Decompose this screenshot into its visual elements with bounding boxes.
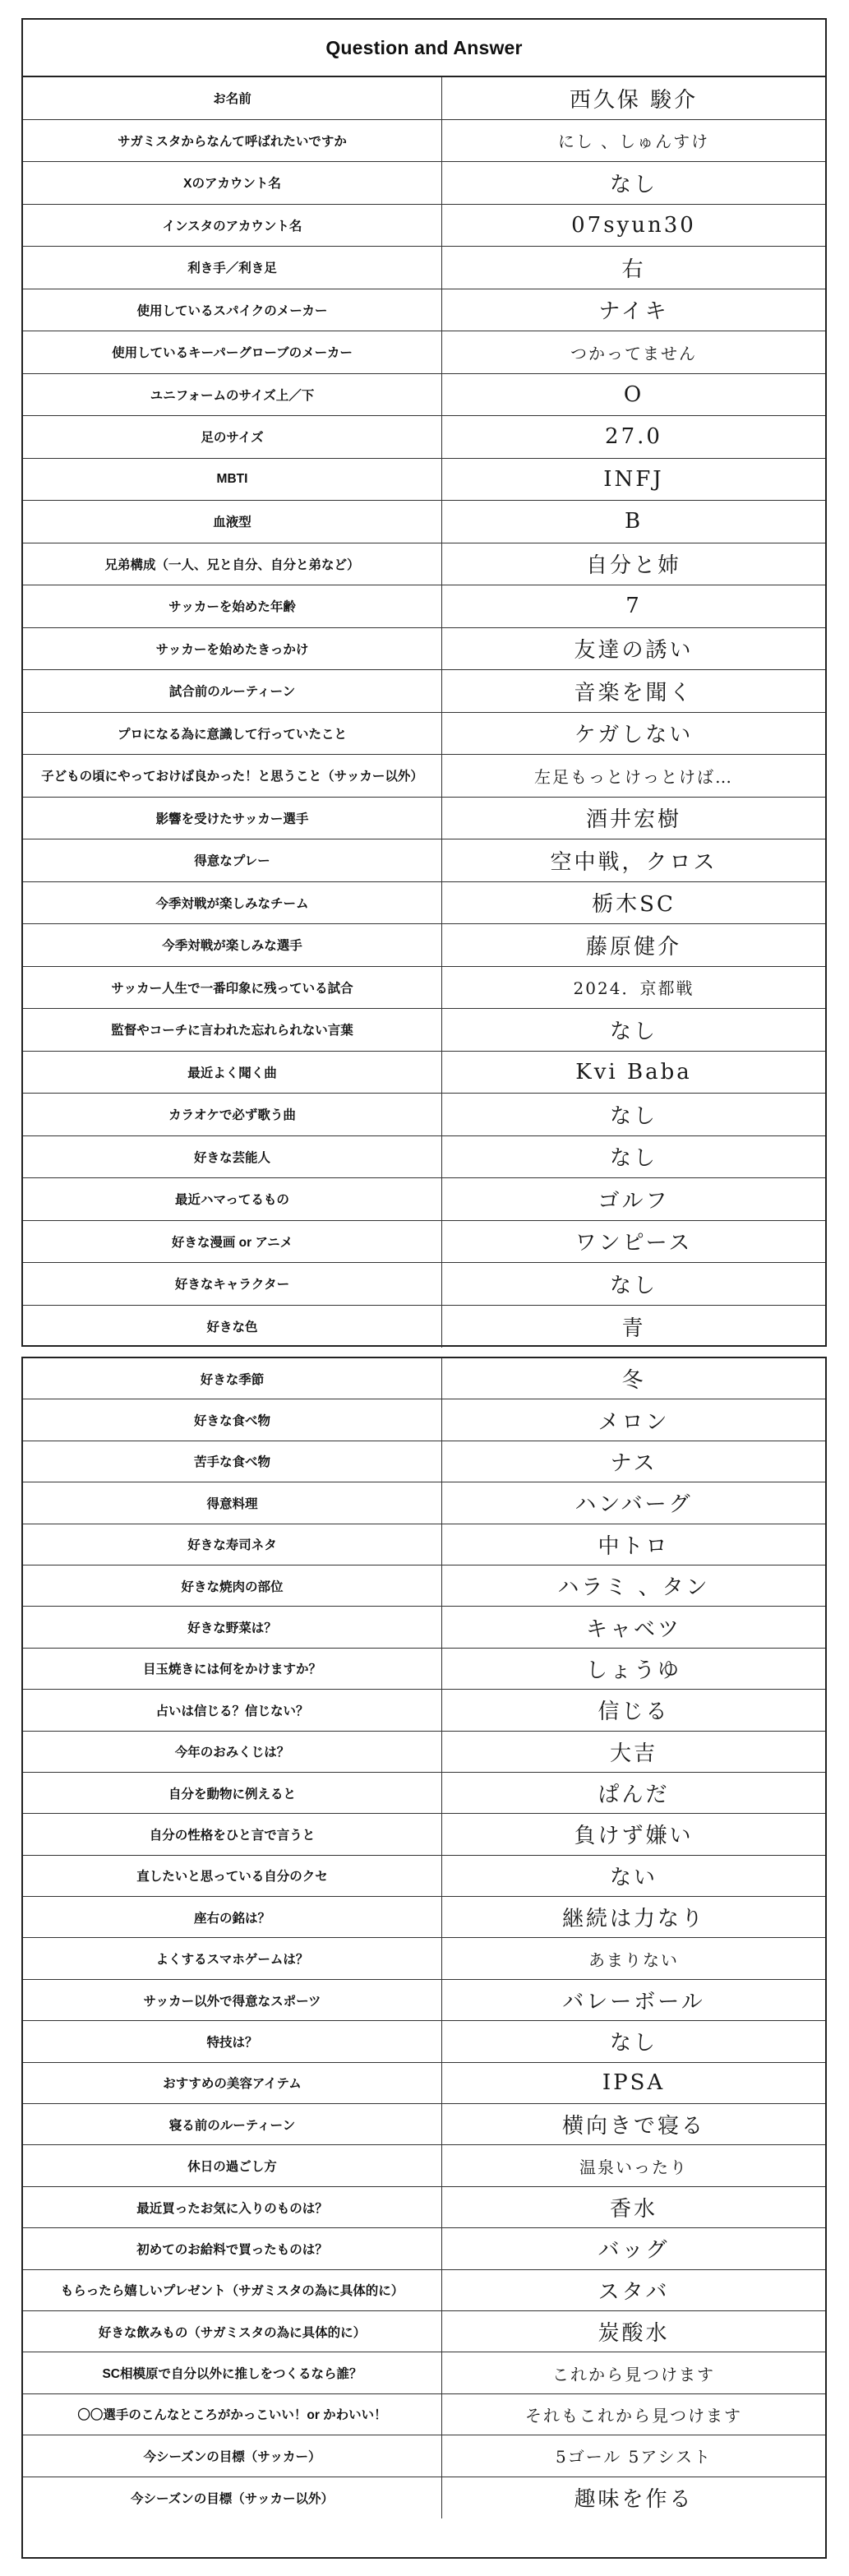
question-cell: 占いは信じる？信じない？ <box>23 1690 442 1730</box>
answer-cell: あまりない <box>588 1949 679 1970</box>
qa-row <box>23 1263 825 1306</box>
question-cell: 好きな漫画 or アニメ <box>23 1221 442 1263</box>
question-cell: 好きな飲みもの（サガミスタの為に具体的に） <box>23 2311 442 2352</box>
question-cell: 得意料理 <box>23 1482 442 1523</box>
answer-cell: 2024．京都戦 <box>573 978 694 999</box>
question-cell: 子どもの頃にやっておけば良かった！と思うこと（サッカー以外） <box>23 755 442 797</box>
answer-cell: 継続は力なり <box>561 1907 705 1932</box>
question-cell: カラオケで必ず歌う曲 <box>23 1094 442 1135</box>
question-cell: よくするスマホゲームは？ <box>23 1938 442 1978</box>
question-cell: 今年のおみくじは？ <box>23 1732 442 1772</box>
qa-row <box>23 331 825 374</box>
answer-cell: O <box>623 382 644 407</box>
answer-cell: 右 <box>621 257 646 282</box>
answer-cell: 炭酸水 <box>598 2321 670 2347</box>
qa-row <box>23 1690 825 1731</box>
qa-row <box>23 585 825 628</box>
answer-cell: 中トロ <box>598 1533 670 1559</box>
answer-cell: 自分と姉 <box>585 553 681 579</box>
question-cell: 最近よく聞く曲 <box>23 1052 442 1094</box>
question-cell: Xのアカウント名 <box>23 162 442 204</box>
question-cell: 好きな野菜は？ <box>23 1607 442 1647</box>
qa-row <box>23 1732 825 1773</box>
answer-cell: 趣味を作る <box>574 2487 694 2513</box>
answer-cell: Kvi Baba <box>575 1059 692 1085</box>
qa-row <box>23 1094 825 1136</box>
answer-cell: なし <box>609 1019 658 1044</box>
qa-row <box>23 374 825 417</box>
answer-cell: ハラミ 、タン <box>557 1575 710 1601</box>
question-cell: 血液型 <box>23 501 442 543</box>
question-cell: サガミスタからなんて呼ばれたいですか <box>23 120 442 162</box>
qa-row <box>23 1565 825 1607</box>
qa-row <box>23 162 825 205</box>
question-cell: 自分の性格をひと言で言うと <box>23 1814 442 1854</box>
qa-row <box>23 713 825 756</box>
question-cell: 寝る前のルーティーン <box>23 2104 442 2144</box>
question-cell: 好きなキャラクター <box>23 1263 442 1305</box>
qa-row <box>23 247 825 289</box>
question-cell: 好きな芸能人 <box>23 1136 442 1178</box>
qa-row <box>23 1399 825 1441</box>
qa-row <box>23 2477 825 2518</box>
question-cell: サッカー以外で得意なスポーツ <box>23 1980 442 2020</box>
qa-row <box>23 2104 825 2145</box>
answer-cell: ナイキ <box>598 299 669 325</box>
answer-cell: それもこれから見つけます <box>525 2405 742 2426</box>
question-cell: 監督やコーチに言われた忘れられない言葉 <box>23 1009 442 1051</box>
qa-row <box>23 924 825 967</box>
answer-cell: バッグ <box>598 2238 670 2264</box>
answer-cell: 冬 <box>621 1368 646 1394</box>
answer-cell: 信じる <box>598 1700 670 1725</box>
answer-cell: スタバ <box>598 2279 670 2305</box>
qa-row <box>23 501 825 543</box>
answer-cell: 07syun30 <box>571 212 696 238</box>
answer-cell: なし <box>609 1146 658 1172</box>
answer-cell: なし <box>609 1273 658 1298</box>
answer-cell: B <box>624 509 644 534</box>
question-cell: インスタのアカウント名 <box>23 205 442 247</box>
qa-row <box>23 2228 825 2269</box>
answer-cell: 酒井宏樹 <box>585 807 681 833</box>
question-cell: 特技は？ <box>23 2021 442 2061</box>
answer-cell: 西久保 駿介 <box>569 87 699 113</box>
qa-row <box>23 2352 825 2393</box>
answer-cell: ハンバーグ <box>574 1492 693 1518</box>
qa-row <box>23 1856 825 1897</box>
answer-cell: INFJ <box>603 466 664 492</box>
answer-cell: ぱんだ <box>598 1783 670 1808</box>
question-cell: サッカーを始めたきっかけ <box>23 628 442 670</box>
question-cell: ユニフォームのサイズ上／下 <box>23 374 442 416</box>
question-cell: 足のサイズ <box>23 416 442 458</box>
answer-cell: 5ゴール 5アシスト <box>555 2447 712 2467</box>
answer-cell: ない <box>609 1865 658 1890</box>
answer-cell: 友達の誘い <box>574 638 694 664</box>
question-cell: 兄弟構成（一人、兄と自分、自分と弟など） <box>23 543 442 585</box>
answer-cell: ゴルフ <box>598 1188 670 1214</box>
answer-cell: IPSA <box>602 2070 666 2096</box>
question-cell: 初めてのお給料で買ったものは？ <box>23 2228 442 2268</box>
qa-row <box>23 670 825 713</box>
qa-row <box>23 1649 825 1690</box>
question-cell: 休日の過ごし方 <box>23 2145 442 2185</box>
question-cell: 影響を受けたサッカー選手 <box>23 798 442 839</box>
qa-row <box>23 1358 825 1399</box>
qa-row <box>23 1441 825 1482</box>
question-cell: 好きな焼肉の部位 <box>23 1565 442 1606</box>
answer-cell: 音楽を聞く <box>574 680 694 705</box>
qa-row <box>23 1897 825 1938</box>
qa-row <box>23 2063 825 2104</box>
answer-cell: ワンピース <box>574 1231 693 1256</box>
question-cell: 好きな色 <box>23 1306 442 1348</box>
answer-cell: つかってません <box>570 343 697 363</box>
question-cell: 好きな季節 <box>23 1358 442 1399</box>
answer-cell: 大吉 <box>609 1741 658 1766</box>
question-cell: 今シーズンの目標（サッカー以外） <box>23 2477 442 2518</box>
answer-cell: 藤原健介 <box>585 934 681 960</box>
qa-table-1 <box>21 18 827 1347</box>
qa-row <box>23 1306 825 1348</box>
qa-row <box>23 77 825 120</box>
qa-row <box>23 1052 825 1094</box>
qa-row <box>23 2394 825 2435</box>
answer-cell: ナス <box>610 1450 658 1476</box>
question-cell: 使用しているキーパーグローブのメーカー <box>23 331 442 373</box>
qa-row <box>23 1773 825 1814</box>
qa-row <box>23 1009 825 1052</box>
question-cell: 目玉焼きには何をかけますか？ <box>23 1649 442 1689</box>
qa-row <box>23 459 825 502</box>
qa-row <box>23 2311 825 2352</box>
qa-row <box>23 2270 825 2311</box>
qa-row <box>23 1482 825 1524</box>
question-cell: 今シーズンの目標（サッカー） <box>23 2435 442 2476</box>
question-cell: 利き手／利き足 <box>23 247 442 289</box>
question-cell: 使用しているスパイクのメーカー <box>23 289 442 331</box>
answer-cell: 負けず嫌い <box>574 1824 694 1849</box>
qa-row <box>23 1221 825 1264</box>
question-cell: SC相模原で自分以外に推しをつくるなら誰？ <box>23 2352 442 2393</box>
question-cell: 最近買ったお気に入りのものは？ <box>23 2187 442 2227</box>
question-cell: 最近ハマってるもの <box>23 1178 442 1220</box>
answer-cell: 27.0 <box>605 424 662 450</box>
qa-row <box>23 289 825 332</box>
qa-row <box>23 1980 825 2021</box>
qa-row <box>23 1814 825 1855</box>
qa-row <box>23 755 825 798</box>
question-cell: プロになる為に意識して行っていたこと <box>23 713 442 755</box>
answer-cell: なし <box>609 172 658 197</box>
qa-row <box>23 205 825 247</box>
qa-row <box>23 628 825 671</box>
answer-cell: ケガしない <box>574 723 694 748</box>
answer-cell: これから見つけます <box>552 2364 715 2384</box>
answer-cell: なし <box>609 2031 658 2056</box>
question-cell: サッカー人生で一番印象に残っている試合 <box>23 967 442 1009</box>
qa-row <box>23 2145 825 2186</box>
qa-row <box>23 2021 825 2062</box>
answer-cell: 香水 <box>609 2197 658 2222</box>
question-cell: 得意なプレー <box>23 839 442 881</box>
question-cell: 苦手な食べ物 <box>23 1441 442 1482</box>
qa-row <box>23 1178 825 1221</box>
answer-cell: なし <box>609 1103 658 1129</box>
question-cell: 好きな寿司ネタ <box>23 1524 442 1565</box>
question-cell: 好きな食べ物 <box>23 1399 442 1440</box>
page-title: Question and Answer <box>23 20 825 77</box>
qa-row <box>23 798 825 840</box>
qa-row <box>23 2435 825 2477</box>
qa-row <box>23 967 825 1010</box>
qa-row <box>23 120 825 163</box>
qa-row <box>23 1607 825 1648</box>
answer-cell: 青 <box>621 1316 646 1341</box>
question-cell: MBTI <box>23 459 442 501</box>
question-cell: もらったら嬉しいプレゼント（サガミスタの為に具体的に） <box>23 2270 442 2310</box>
qa-table-2 <box>21 1357 827 2559</box>
question-cell: 直したいと思っている自分のクセ <box>23 1856 442 1896</box>
question-cell: お名前 <box>23 77 442 119</box>
answer-cell: 栃木SC <box>592 892 676 918</box>
qa-row <box>23 1136 825 1179</box>
qa-row <box>23 1938 825 1979</box>
qa-row <box>23 543 825 586</box>
answer-cell: しょうゆ <box>585 1658 681 1683</box>
question-cell: 座右の銘は？ <box>23 1897 442 1937</box>
question-cell: 今季対戦が楽しみなチーム <box>23 882 442 924</box>
question-cell: おすすめの美容アイテム <box>23 2063 442 2103</box>
answer-cell: 横向きで寝る <box>561 2114 705 2139</box>
answer-cell: 空中戦，クロス <box>550 849 717 875</box>
qa-row <box>23 882 825 925</box>
qa-row <box>23 2187 825 2228</box>
answer-cell: キャベツ <box>585 1616 681 1642</box>
answer-cell: 温泉いったり <box>579 2157 688 2177</box>
answer-cell: 左足もっとけっとけば… <box>534 766 733 787</box>
question-cell: 〇〇選手のこんなところがかっこいい！or かわいい！ <box>23 2394 442 2435</box>
qa-row <box>23 839 825 882</box>
qa-rows-2 <box>23 1358 825 2518</box>
answer-cell: にし 、しゅんすけ <box>557 132 710 152</box>
qa-row <box>23 416 825 459</box>
answer-cell: バレーボール <box>562 1990 705 2015</box>
qa-row <box>23 1524 825 1565</box>
answer-cell: 7 <box>625 594 642 619</box>
question-cell: サッカーを始めた年齢 <box>23 585 442 627</box>
answer-cell: メロン <box>598 1409 670 1435</box>
question-cell: 自分を動物に例えると <box>23 1773 442 1813</box>
qa-rows-1 <box>23 77 825 1348</box>
question-cell: 試合前のルーティーン <box>23 670 442 712</box>
question-cell: 今季対戦が楽しみな選手 <box>23 924 442 966</box>
